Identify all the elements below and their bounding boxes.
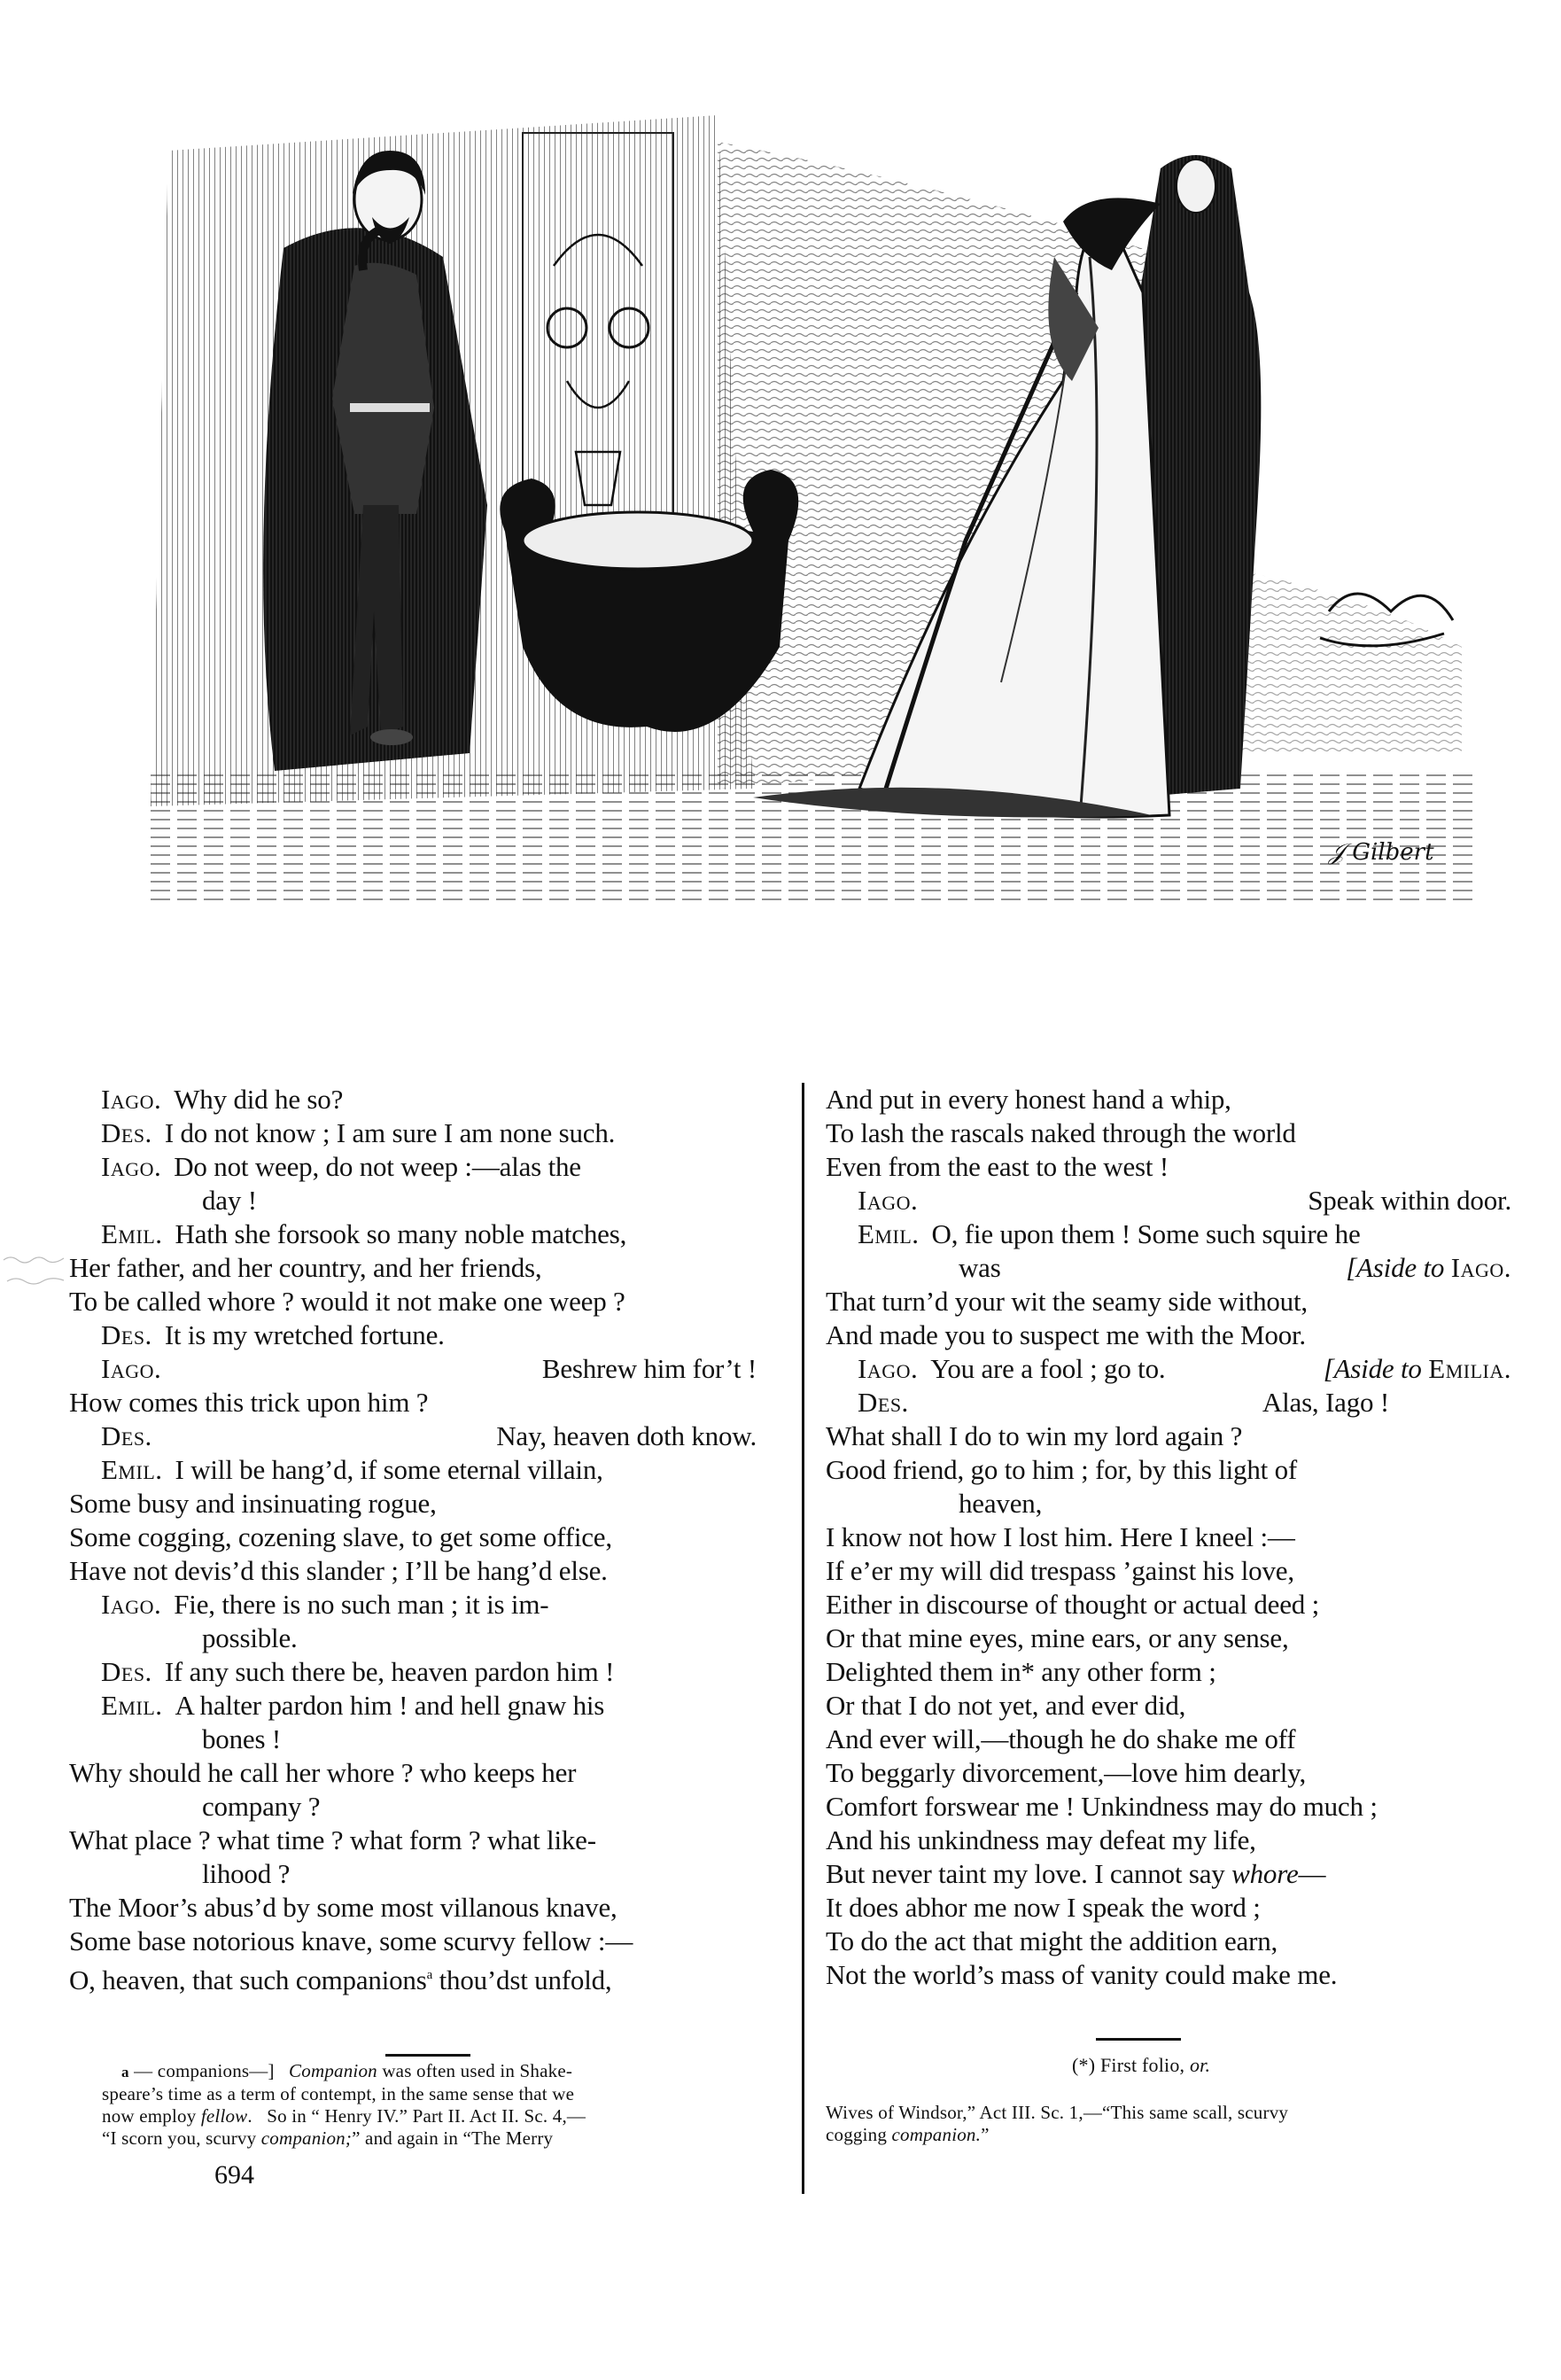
- verse-line: How comes this trick upon him ?: [69, 1387, 429, 1418]
- dialogue-line: Iago. Fie, there is no such man ; it is im-: [101, 1589, 549, 1620]
- verse-line: Or that I do not yet, and ever did,: [826, 1690, 1186, 1721]
- verse-line: To do the act that might the addition earn,: [826, 1925, 1278, 1956]
- verse-line: If e’er my will did trespass ’gainst his love,: [826, 1555, 1294, 1586]
- dialogue-line: Iago. You are a fool ; go to. [Aside to Emilia.: [858, 1353, 1511, 1384]
- continuation-line: possible.: [202, 1622, 298, 1653]
- engraving-illustration: [151, 115, 1479, 913]
- verse-line: And made you to suspect me with the Moor.: [826, 1319, 1306, 1350]
- footnote-rule: [385, 2054, 470, 2057]
- dialogue-line: Emil. O, fie upon them ! Some such squire he: [858, 1218, 1361, 1249]
- verse-line: The Moor’s abus’d by some most villanous knave,: [69, 1892, 617, 1923]
- continuation-line: bones !: [202, 1723, 281, 1754]
- continuation-line: lihood ?: [202, 1858, 291, 1889]
- speaker-name: Iago.: [101, 1084, 162, 1115]
- speaker-name: Iago.: [101, 1589, 162, 1620]
- footnote-line: a — companions—] Companion was often used in Shake-: [121, 2060, 573, 2081]
- footnote-a: [102, 2060, 793, 2150]
- verse-line: And put in every honest hand a whip,: [826, 1084, 1231, 1115]
- continuation-line: heaven,: [959, 1488, 1043, 1519]
- column-divider: [802, 1083, 804, 2194]
- footnote-star: (*) First folio, or.: [1072, 2054, 1211, 2076]
- speaker-name: Emil.: [101, 1454, 163, 1485]
- verse-line: Either in discourse of thought or actual deed ;: [826, 1589, 1320, 1620]
- verse-line: Even from the east to the west !: [826, 1151, 1169, 1182]
- dialogue-line: Iago. Do not weep, do not weep :—alas the: [101, 1151, 581, 1182]
- artist-signature: 𝒥 Gilbert: [1329, 839, 1434, 866]
- verse-line: Her father, and her country, and her friends,: [69, 1252, 542, 1283]
- speaker-name: Iago.: [101, 1151, 162, 1182]
- stage-direction: [Aside to Emilia.: [1323, 1353, 1511, 1384]
- verse-line: To beggarly divorcement,—love him dearly,: [826, 1757, 1307, 1788]
- footnote-line: now employ fellow. So in “ Henry IV.” Part II. Act II. Sc. 4,—: [102, 2105, 586, 2127]
- dialogue-line: Emil. I will be hang’d, if some eternal villain,: [101, 1454, 603, 1485]
- dialogue-line: Des. It is my wretched fortune.: [101, 1319, 445, 1350]
- footnote-line: Wives of Windsor,” Act III. Sc. 1,—“This same scall, scurvy: [826, 2102, 1289, 2123]
- dialogue-line: Iago. Why did he so?: [101, 1084, 344, 1115]
- footnote-rule: [1096, 2038, 1181, 2041]
- verse-line: What place ? what time ? what form ? what like-: [69, 1824, 596, 1855]
- verse-line: And his unkindness may defeat my life,: [826, 1824, 1256, 1855]
- margin-pencil-marks: [2, 1249, 73, 1294]
- dialogue-line: Des. If any such there be, heaven pardon him !: [101, 1656, 615, 1687]
- speaker-name: Des.: [101, 1319, 152, 1350]
- verse-line: Have not devis’d this slander ; I’ll be hang’d else.: [69, 1555, 608, 1586]
- speaker-name: Iago.: [858, 1353, 919, 1384]
- verse-line: Not the world’s mass of vanity could make me.: [826, 1959, 1338, 1990]
- speaker-name: Emil.: [101, 1218, 163, 1249]
- verse-line: Why should he call her whore ? who keeps her: [69, 1757, 577, 1788]
- verse-line: Some base notorious knave, some scurvy fellow :—: [69, 1925, 633, 1956]
- continuation-line: company ?: [202, 1791, 321, 1822]
- continuation-line: was [Aside to Iago.: [959, 1252, 1511, 1283]
- verse-line: Comfort forswear me ! Unkindness may do much ;: [826, 1791, 1378, 1822]
- footnote-line: speare’s time as a term of contempt, in the same sense that we: [102, 2083, 575, 2104]
- verse-line: To lash the rascals naked through the world: [826, 1117, 1296, 1148]
- dialogue-line: Iago. Beshrew him for’t !: [101, 1353, 757, 1384]
- verse-line: To be called whore ? would it not make one weep ?: [69, 1286, 625, 1317]
- verse-line: Delighted them in* any other form ;: [826, 1656, 1216, 1687]
- verse-line: O, heaven, that such companions$^a$ thou’dst unfold,: [69, 1964, 612, 1995]
- speaker-name: Emil.: [101, 1690, 163, 1721]
- speaker-name: Iago.: [858, 1185, 919, 1216]
- verse-line: Or that mine eyes, mine ears, or any sense,: [826, 1622, 1289, 1653]
- continuation-line: day !: [202, 1185, 257, 1216]
- speaker-name: Iago.: [101, 1353, 162, 1384]
- stage-direction: [Aside to Iago.: [1346, 1252, 1511, 1283]
- footnote-marker: a: [121, 2064, 129, 2081]
- footnote-a-continued: [826, 2102, 1517, 2146]
- dialogue-line: Emil. A halter pardon him ! and hell gnaw his: [101, 1690, 605, 1721]
- speaker-name: Emil.: [858, 1218, 920, 1249]
- speaker-name: Des.: [101, 1117, 152, 1148]
- speaker-name: Des.: [858, 1387, 909, 1418]
- speaker-name: Des.: [101, 1420, 152, 1451]
- dialogue-line: Des. Alas, Iago !: [858, 1387, 1389, 1418]
- footnote-line: “I scorn you, scurvy companion;” and again in “The Merry: [102, 2127, 554, 2149]
- scene-drawing: [151, 115, 1479, 913]
- dialogue-line: Des. Nay, heaven doth know.: [101, 1420, 757, 1451]
- footnote-ref-a[interactable]: a: [426, 1968, 433, 1982]
- verse-line: What shall I do to win my lord again ?: [826, 1420, 1243, 1451]
- verse-line: Good friend, go to him ; for, by this light of: [826, 1454, 1298, 1485]
- footnote-line: cogging companion.”: [826, 2124, 990, 2145]
- verse-line: Some busy and insinuating rogue,: [69, 1488, 437, 1519]
- verse-line: It does abhor me now I speak the word ;: [826, 1892, 1261, 1923]
- verse-line: That turn’d your wit the seamy side without,: [826, 1286, 1308, 1317]
- dialogue-line: Iago. Speak within door.: [858, 1185, 1511, 1216]
- verse-line: But never taint my love. I cannot say whore—: [826, 1858, 1326, 1889]
- dialogue-line: Emil. Hath she forsook so many noble matches,: [101, 1218, 627, 1249]
- dialogue-line: Des. I do not know ; I am sure I am none such.: [101, 1117, 616, 1148]
- verse-line: I know not how I lost him. Here I kneel :—: [826, 1521, 1295, 1552]
- verse-line: Some cogging, cozening slave, to get some office,: [69, 1521, 612, 1552]
- speaker-name: Des.: [101, 1656, 152, 1687]
- page-number: 694: [214, 2160, 254, 2189]
- verse-line: And ever will,—though he do shake me off: [826, 1723, 1296, 1754]
